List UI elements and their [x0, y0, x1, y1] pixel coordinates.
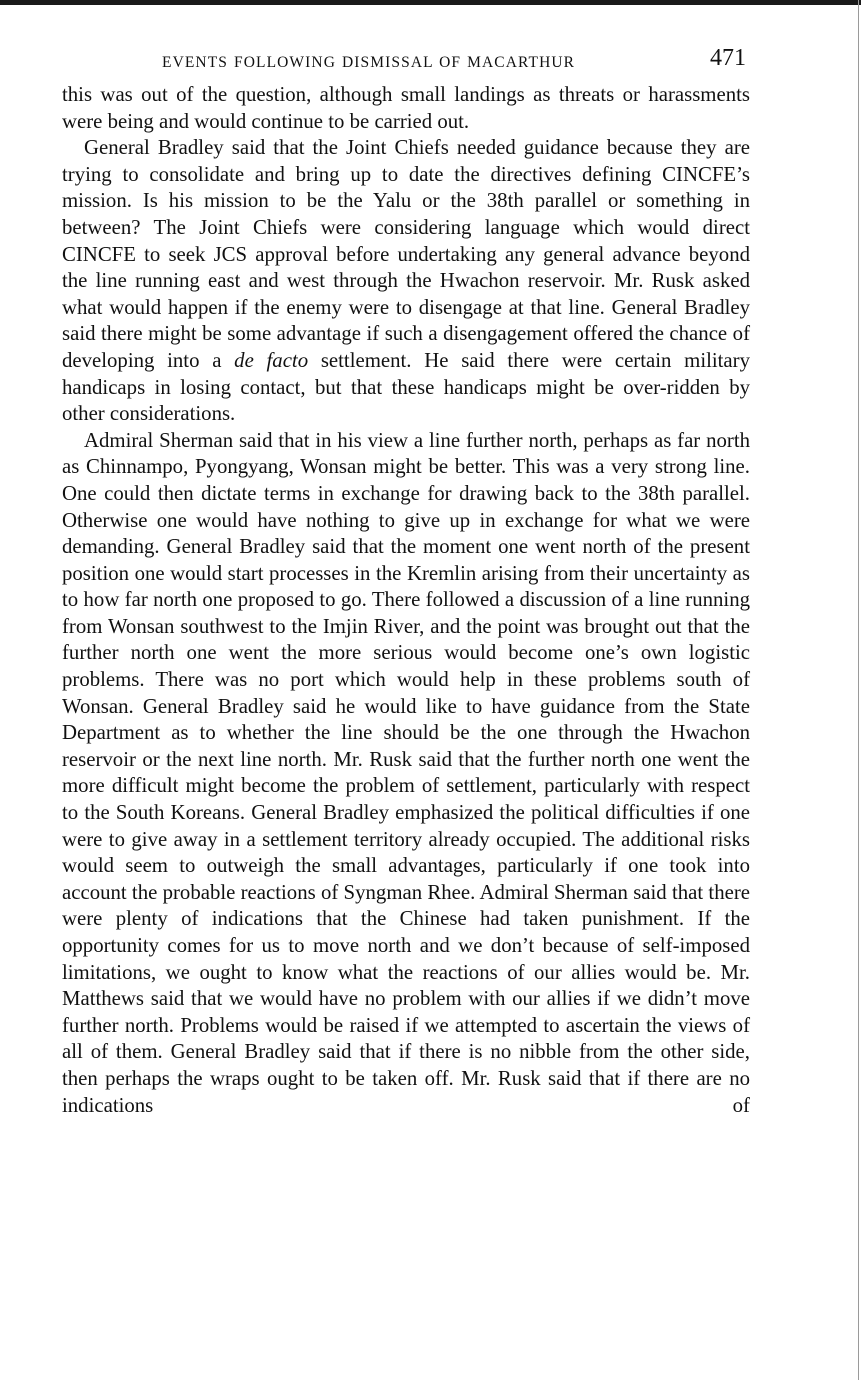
italic-phrase: de facto [234, 348, 309, 372]
running-head-title: EVENTS FOLLOWING DISMISSAL OF MACARTHUR [162, 54, 576, 71]
right-page-edge [858, 0, 859, 1380]
paragraph-text: settlement. He said there were certain military handicaps in losing contact, but that these handicaps might be over-ridden by other considerations. [62, 348, 750, 426]
paragraph-sherman-line [62, 428, 750, 1119]
paragraph-text: Admiral Sherman said that in his view a line further north, perhaps as far north as Chinnampo, Pyongyang, Wonsan might be better. This was a very strong line. One could then dictate terms in exchange for drawing back to the 38th parallel. Otherwise one would have nothing to give up in exchange for what we were demanding. General Bradley said that the moment one went north of the present position one would start processes in the Kremlin arising from their uncertainty as to how far north one proposed to go. There followed a discussion of a line running from Wonsan southwest to the Imjin River, and the point was brought out that the further north one went the more serious would become one’s own logistic problems. There was no port which would help in these problems south of Wonsan. General Bradley said he would like to have guidance from the State Department as to whether the line should be the one through the Hwachon reservoir or the next line north. Mr. Rusk said that the further north one went the more difficult might become the problem of settlement, particularly with respect to the South Koreans. General Bradley emphasized the political difficulties if one were to give away in a settlement territory already occupied. The additional risks would seem to outweigh the small advantages, particularly if one took into account the probable reactions of Syngman Rhee. Admiral Sherman said that there were plenty of indications that the Chinese had taken punishment. If the opportunity comes for us to move north and we don’t because of self-imposed limitations, we ought to know what the reactions of our allies would be. Mr. Matthews said that we would have no problem with our allies if we didn’t move further north. Problems would be raised if we attempted to ascertain the views of all of them. General Bradley said that if there is no nibble from the other side, then perhaps the wraps ought to be taken off. Mr. Rusk said that if there are no indications of [62, 428, 750, 1117]
top-page-border [0, 0, 861, 5]
body-text [62, 82, 750, 1119]
paragraph-bradley-guidance [62, 135, 750, 428]
paragraph-text: General Bradley said that the Joint Chiefs needed guidance because they are trying to consolidate and bring up to date the directives defining CINCFE’s mission. Is his mission to be the Yalu or the 38th parallel or something in between? The Joint Chiefs were considering language which would direct CINCFE to seek JCS approval before undertaking any general advance beyond the line running east and west through the Hwachon reservoir. Mr. Rusk asked what would happen if the enemy were to disengage at that line. General Bradley said there might be some advantage if such a disengagement offered the chance of developing into a [62, 136, 750, 372]
running-head [62, 42, 750, 82]
page-number: 471 [710, 45, 746, 71]
book-page [62, 42, 750, 1119]
paragraph-text: this was out of the question, although small landings as threats or harassments were being and would continue to be carried out. [62, 83, 750, 133]
paragraph-continuation [62, 82, 750, 135]
